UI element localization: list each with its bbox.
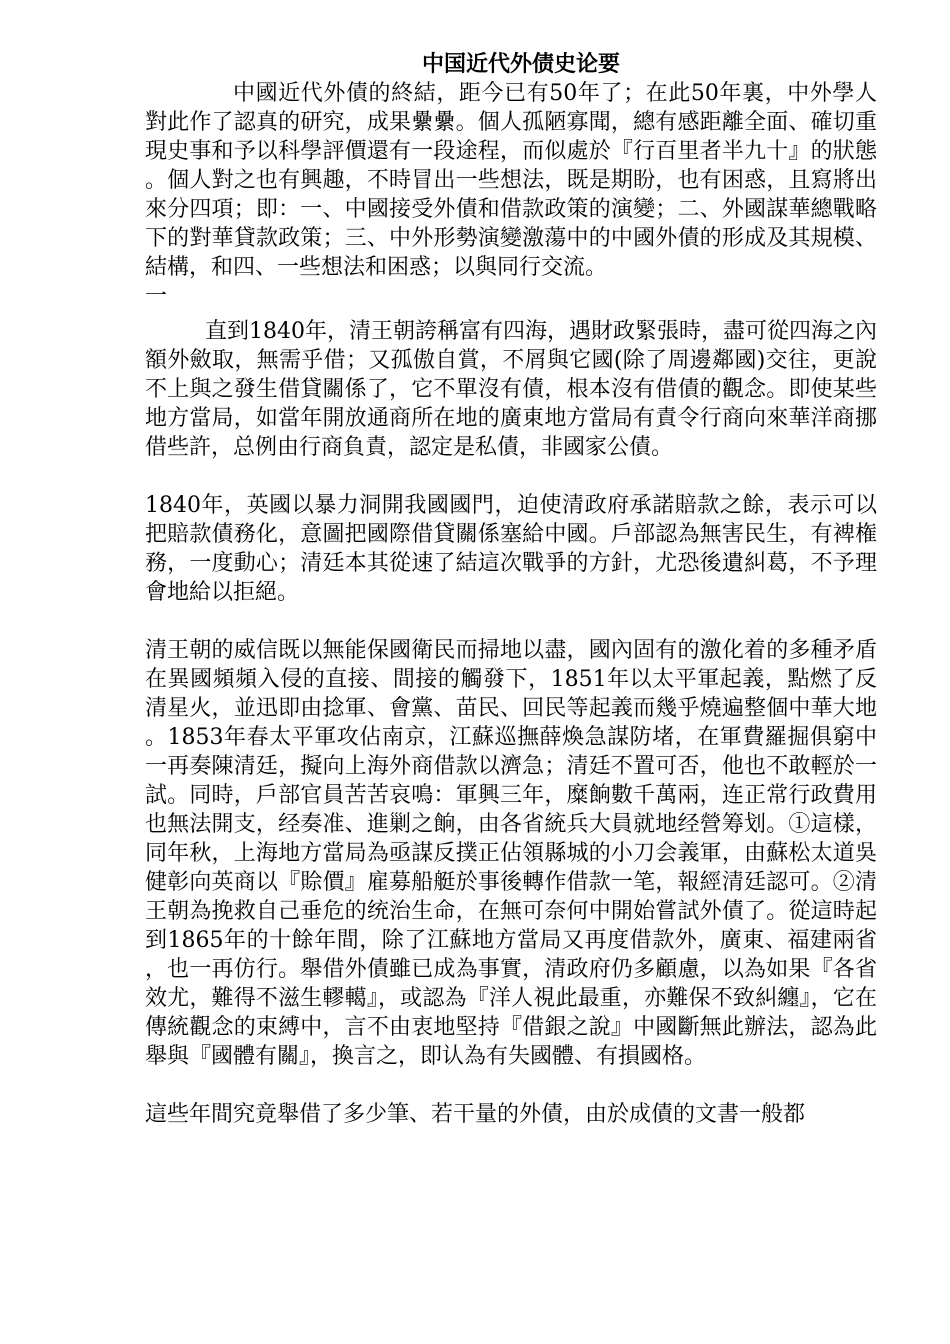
paragraph-1840-indemnity: 1840年，英國以暴力洞開我國國門，迫使清政府承諾賠款之餘，表示可以把賠款債務化，意圖把國際借貸關係塞給中國。戶部認為無害民生，有裨権務，一度動心；清廷本其從速了結這次戰爭的方針，尤恐後遺糾葛，不予理會地給以拒絕。 bbox=[145, 493, 877, 605]
paragraph-intro: 中國近代外債的終結，距今已有50年了；在此50年裏，中外學人對此作了認真的研究，成果纍纍。個人孤陋寡聞，總有感距離全面、確切重現史事和予以科學評價還有一段途程，而似處於『行百里者半九十』的狀態。個人對之也有興趣，不時冒出一些想法，既是期盼，也有困惑，且寫將出來分四項；即：一、中國接受外債和借款政策的演變；二、外國謀華總戰略下的對華貸款政策；三、中外形勢演變激蕩中的中國外債的形成及其規模、結構，和四、一些想法和困惑；以與同行交流。 bbox=[145, 81, 877, 280]
paragraph-loan-count: 這些年間究竟舉借了多少筆、若干量的外債，由於成債的文書一般都 bbox=[145, 1102, 806, 1127]
document-title: 中国近代外债史论要 bbox=[421, 51, 620, 77]
spacer bbox=[145, 607, 877, 636]
section-heading-one: 一 bbox=[145, 284, 168, 309]
spacer bbox=[145, 1071, 877, 1100]
spacer bbox=[145, 462, 877, 491]
paragraph-taiping-loans: 清王朝的威信既以無能保國衛民而掃地以盡，國內固有的激化着的多種矛盾在異國頻頻入侵的直接、間接的觸發下，1851年以太平軍起義，點燃了反清星火，並迅即由捻軍、會黨、苗民、回民等起義而幾乎燒遍整個中華大地。1853年春太平軍攻佔南京，江蘇巡撫薛煥急謀防堵，在軍費羅掘俱窮中一再奏陳清廷，擬向上海外商借款以濟急；清廷不置可否，他也不敢輕於一試。同時，戶部官員苦苦哀鳴：軍興三年，糜餉數千萬兩，连正常行政費用也無法開支，经奏准、進剿之餉，由各省統兵大員就地经營筹划。①這樣，同年秋，上海地方當局為亟謀反撲正佔領縣城的小刀会義軍，由蘇松太道吳健彰向英商以『賒價』雇募船艇於事後轉作借款一笔，報經清廷認可。②清王朝為挽救自己垂危的统治生命，在無可奈何中開始嘗試外債了。從這時起到1865年的十餘年間，除了江蘇地方當局又再度借款外，廣東、福建兩省，也一再仿行。舉借外債雖已成為事實，清政府仍多顧慮，以為如果『各省效尤，難得不滋生轇轕』，或認為『洋人視此最重，亦難保不致糾纏』，它在傳統觀念的束縛中，言不由衷地堅持『借銀之說』中國斷無此辦法，認為此舉與『國體有關』，換言之，即认為有失國體、有損國格。 bbox=[145, 638, 877, 1069]
document-body bbox=[145, 50, 877, 1129]
paragraph-before-1840: 直到1840年，清王朝誇稱富有四海，遇財政緊張時，盡可從四海之內額外斂取，無需乎借；又孤傲自賞，不屑與它國(除了周邊鄰國)交往，更說不上與之發生借貸關係了，它不單沒有債，根本沒有借債的觀念。即使某些地方當局，如當年開放通商所在地的廣東地方當局有責令行商向來華洋商挪借些許，总例由行商負責，認定是私債，非國家公債。 bbox=[145, 319, 877, 460]
